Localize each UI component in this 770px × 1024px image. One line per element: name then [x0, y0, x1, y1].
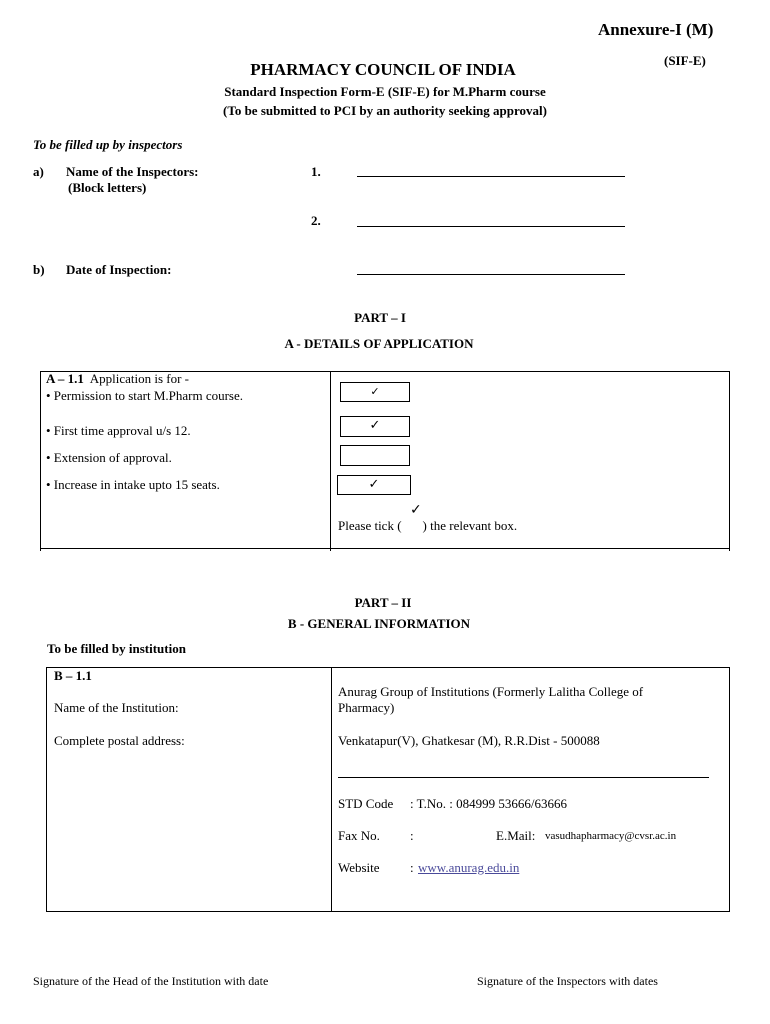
- ref-a-1-1: A – 1.1: [46, 371, 84, 386]
- form-subtitle: Standard Inspection Form-E (SIF-E) for M.Pharm course: [224, 84, 546, 99]
- table-a-divider: [330, 371, 331, 551]
- block-letters-note: (Block letters): [68, 180, 147, 195]
- checkbox-extension[interactable]: [340, 445, 410, 466]
- email-value: vasudhapharmacy@cvsr.ac.in: [545, 830, 677, 842]
- item-a-label: a): [33, 164, 44, 179]
- institution-name-label: Name of the Institution:: [54, 700, 179, 715]
- inspector-2-field[interactable]: [357, 226, 625, 227]
- table-b-top-border: [46, 667, 729, 668]
- postal-address-value: Venkatapur(V), Ghatkesar (M), R.R.Dist - 500088: [338, 733, 600, 748]
- postal-address-label: Complete postal address:: [54, 733, 185, 748]
- table-b-divider: [331, 667, 332, 912]
- inspector-number-2: 2.: [311, 213, 321, 228]
- page-title: PHARMACY COUNCIL OF INDIA: [250, 60, 516, 79]
- option-permission: • Permission to start M.Pharm course.: [46, 388, 244, 403]
- instruction-suffix: ) the relevant box.: [422, 518, 518, 533]
- form-subtitle-2: (To be submitted to PCI by an authority seeking approval): [223, 103, 547, 118]
- item-b-label: b): [33, 262, 45, 277]
- checkbox-permission[interactable]: ✓: [340, 382, 410, 402]
- email-label: E.Mail:: [496, 828, 536, 843]
- std-code-label: STD Code: [338, 796, 394, 811]
- option-increase-intake: • Increase in intake upto 15 seats.: [46, 477, 220, 492]
- fax-label: Fax No.: [338, 828, 380, 843]
- checkbox-first-approval[interactable]: ✓: [340, 416, 410, 437]
- website-label: Website: [338, 860, 380, 875]
- tick-instruction: [338, 518, 517, 534]
- tick-symbol-icon: ✓: [410, 502, 422, 518]
- website-colon: :: [410, 860, 414, 875]
- checkbox-increase-intake[interactable]: ✓: [337, 475, 411, 495]
- table-b-right-border: [729, 667, 730, 912]
- ref-b-1-1: B – 1.1: [54, 668, 92, 683]
- annexure-label: Annexure-I (M): [598, 20, 714, 39]
- website-link[interactable]: www.anurag.edu.in: [418, 860, 520, 875]
- table-b-bottom-border: [46, 911, 730, 912]
- address-extra-line: [338, 777, 709, 778]
- inspectors-signature-label: Signature of the Inspectors with dates: [477, 974, 658, 988]
- table-b-left-border: [46, 667, 47, 912]
- institution-name-value-2: Pharmacy): [338, 700, 395, 715]
- instruction-prefix: Please tick (: [338, 518, 402, 533]
- filled-by-institution: To be filled by institution: [47, 641, 186, 656]
- institution-name-value-1: Anurag Group of Institutions (Formerly Lalitha College of: [338, 684, 644, 699]
- inspector-number-1: 1.: [311, 164, 321, 179]
- part-2-title: PART – II: [354, 595, 412, 610]
- form-code: (SIF-E): [664, 53, 706, 68]
- inspectors-name-label: Name of the Inspectors:: [66, 164, 199, 179]
- application-ref: [46, 371, 189, 387]
- head-signature-label: Signature of the Head of the Institution with date: [33, 974, 269, 988]
- std-code-value: : T.No. : 084999 53666/63666: [410, 796, 567, 811]
- inspection-date-field[interactable]: [357, 274, 625, 275]
- fax-colon: :: [410, 828, 414, 843]
- part-1-title: PART – I: [354, 310, 406, 325]
- application-for-text: Application is for -: [89, 371, 190, 386]
- inspectors-heading: To be filled up by inspectors: [33, 137, 183, 152]
- table-a-right-border: [729, 371, 730, 551]
- table-a-left-border: [40, 371, 41, 551]
- table-a-bottom-border: [40, 548, 729, 549]
- option-first-approval: • First time approval u/s 12.: [46, 423, 191, 438]
- part-2-subtitle: B - GENERAL INFORMATION: [287, 616, 471, 631]
- part-1-subtitle: A - DETAILS OF APPLICATION: [284, 336, 474, 351]
- inspector-1-field[interactable]: [357, 176, 625, 177]
- option-extension: • Extension of approval.: [46, 450, 172, 465]
- inspection-date-label: Date of Inspection:: [66, 262, 172, 277]
